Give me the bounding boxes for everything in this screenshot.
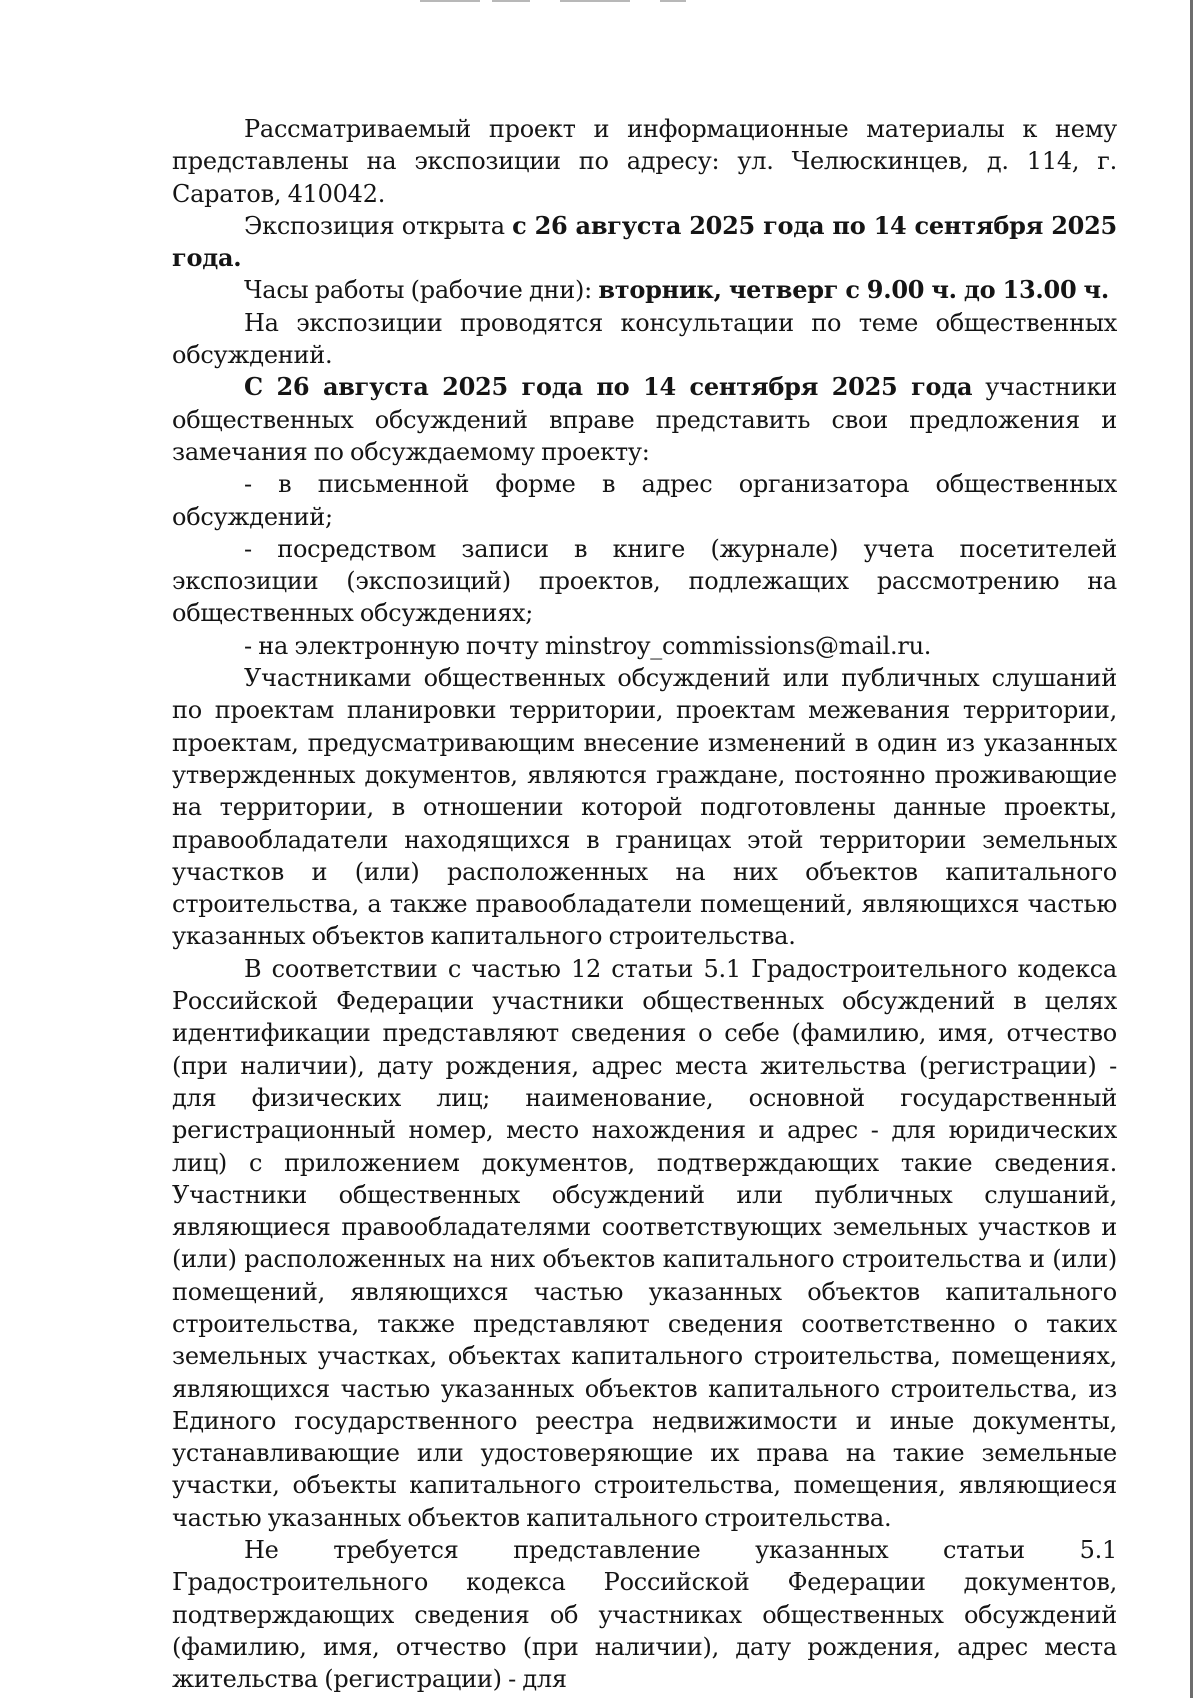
text-run: - на электронную почту minstroy_commissions@mail.ru. — [244, 631, 932, 660]
paragraph-working-hours — [172, 274, 1117, 306]
document-body — [172, 113, 1117, 1696]
paragraph-consultations — [172, 307, 1117, 372]
text-run: Рассматриваемый проект и информационные материалы к нему представлены на экспозиции по адресу: ул. Челюскинцев, д. 114, г. Саратов, 410042. — [172, 115, 1117, 208]
paragraph-identification — [172, 953, 1117, 1534]
text-run: Участниками общественных обсуждений или публичных слушаний по проектам планировки территории, проектам межевания территории, проектам, предусматривающим внесение изменений в один из указанных утвержденных документов, являются граждане, постоянно проживающие на территории, в отношении которой подготовлены данные проекты, правообладатели находящихся в границах этой территории земельных участков и (или) расположенных на них объектов капитального строительства, а также правообладатели помещений, являющихся частью указанных объектов капитального строительства. — [172, 664, 1117, 951]
paragraph-exposition-address — [172, 113, 1117, 210]
list-item-visitor-book — [172, 533, 1117, 630]
text-run: - посредством записи в книге (журнале) учета посетителей экспозиции (экспозиций) проектов, подлежащих рассмотрению на общественных обсуждениях; — [172, 534, 1117, 628]
text-run: На экспозиции проводятся консультации по теме общественных обсуждений. — [172, 308, 1117, 370]
scan-artifact — [420, 0, 480, 2]
paragraph-proposal-period — [172, 371, 1117, 468]
list-item-written-form — [172, 468, 1117, 533]
scan-artifact — [560, 0, 630, 2]
text-run-bold: вторник, четверг с 9.00 ч. до 13.00 ч. — [598, 275, 1109, 305]
scan-artifact — [492, 0, 530, 2]
text-run: Часы работы (рабочие дни): — [244, 276, 599, 305]
scan-artifact — [660, 0, 686, 2]
paragraph-exposition-dates — [172, 210, 1117, 275]
text-run: участники общественных обсуждений вправе представить свои предложения и замечания по обсуждаемому проекту: — [172, 373, 1117, 466]
text-run: Не требуется представление указанных статьи 5.1 Градостроительного кодекса Российской Федерации документов, подтверждающих сведения об участниках общественных обсуждений (фамилию, имя, отчество (при наличии), дату рождения, адрес места жительства (регистрации) - для — [172, 1536, 1117, 1694]
text-run: - в письменной форме в адрес организатора общественных обсуждений; — [172, 470, 1117, 531]
paragraph-documents-not-required — [172, 1534, 1117, 1695]
text-run: Экспозиция открыта — [244, 211, 513, 240]
scan-edge-line — [1190, 0, 1193, 1698]
list-item-email — [172, 630, 1117, 662]
paragraph-participants — [172, 662, 1117, 953]
text-run-bold: с 26 августа 2025 года по 14 сентября 2025 года. — [172, 210, 1117, 273]
text-run-bold: С 26 августа 2025 года по 14 сентября 2025 года — [244, 372, 973, 402]
text-run: В соответствии с частью 12 статьи 5.1 Градостроительного кодекса Российской Федерации участники общественных обсуждений в целях идентификации представляют сведения о себе (фамилию, имя, отчество (при наличии), дату рождения, адрес места жительства (регистрации) - для физических лиц; наименование, основной государственный регистрационный номер, место нахождения и адрес - для юридических лиц) с приложением документов, подтверждающих такие сведения. Участники общественных обсуждений или публичных слушаний, являющиеся правообладателями соответствующих земельных участков и (или) расположенных на них объектов капитального строительства и (или) помещений, являющихся частью указанных объектов капитального строительства, также представляют сведения соответственно о таких земельных участках, объектах капитального строительства, помещениях, являющихся частью указанных объектов капитального строительства, из Единого государственного реестра недвижимости и иные документы, устанавливающие или удостоверяющие их права на такие земельные участки, объекты капитального строительства, помещения, являющиеся частью указанных объектов капитального строительства. — [172, 954, 1117, 1532]
